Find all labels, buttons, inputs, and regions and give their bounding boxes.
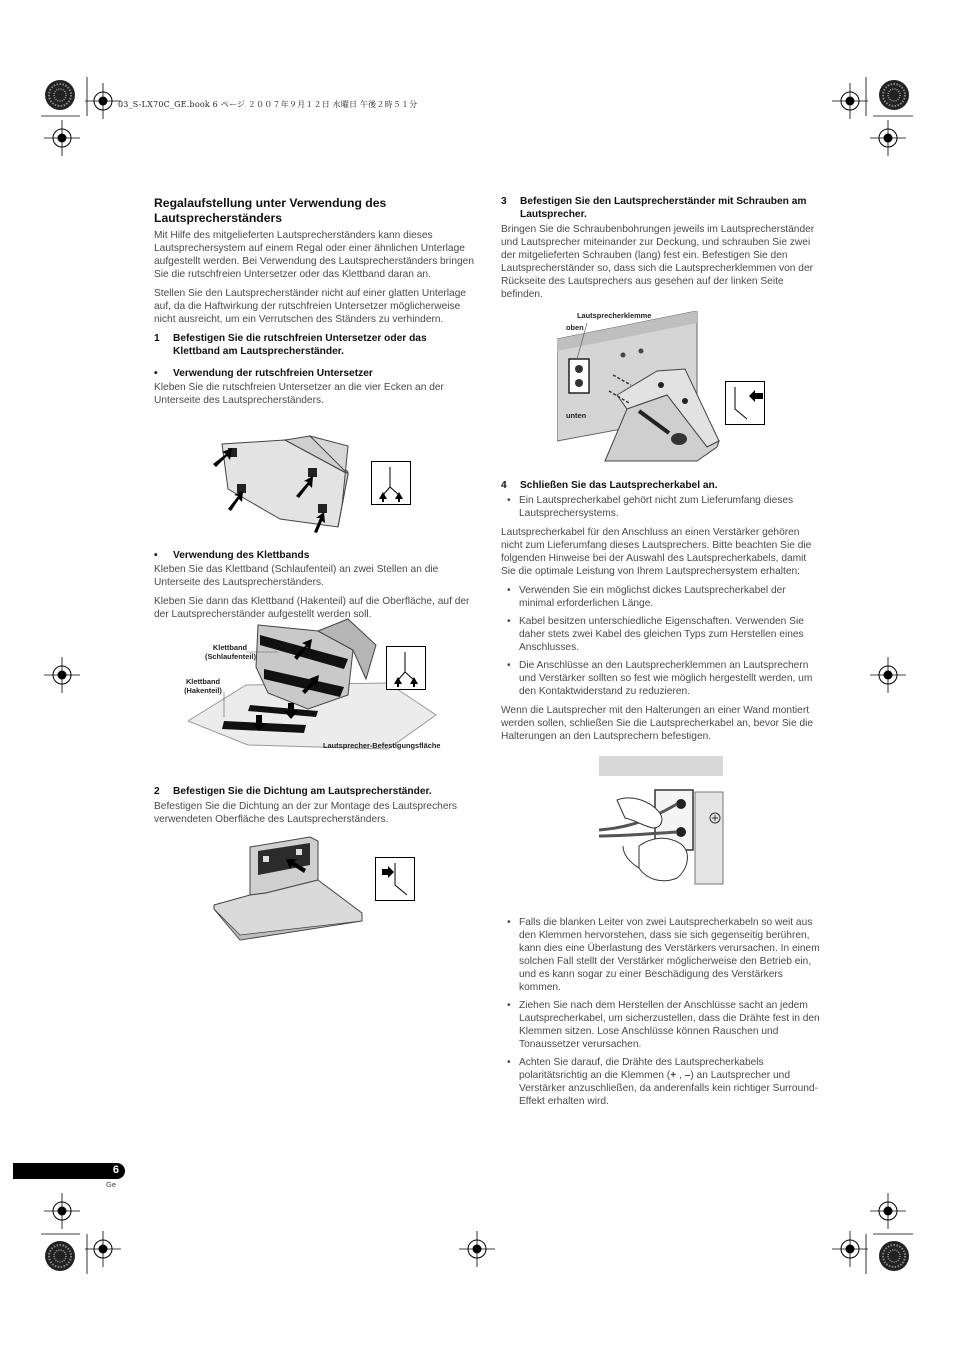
right-column-3: [501, 916, 821, 1114]
velcro-paragraph-2: Kleben Sie dann das Klettband (Hakenteil) auf die Oberfläche, auf der der Lautsprecherständer aufgestellt werden soll.: [154, 596, 470, 620]
step-text: Befestigen Sie die rutschfreien Untersetzer oder das Klettband am Lautsprecherständer.: [173, 333, 427, 357]
bullet: •: [507, 495, 511, 506]
section-title: Regalaufstellung unter Verwendung des Lautsprecherständers: [154, 196, 387, 225]
bullet: •: [154, 368, 158, 379]
step-text: Befestigen Sie die Dichtung am Lautsprecherständer.: [173, 786, 432, 797]
step-3-paragraph: Bringen Sie die Schraubenbohrungen jeweils im Lautsprecherständer und Lautsprecher miteinander zur Deckung, und schrauben Sie zwei der mitgelieferten Schrauben (lang) fest ein. Befestigen Sie den Lautsprecherständer so, dass sich die Lautsprecherklemmen von der Rückseite des Lautsprechers aus gesehen auf der linken Seite befinden.: [501, 224, 815, 300]
note-list: [501, 494, 821, 520]
label-line: (Schlaufenteil): [205, 652, 256, 661]
list-item-text: Falls die blanken Leiter von zwei Lautsprecherkabeln so weit aus den Klemmen hervorstehen, dass sie sich gegenseitig berühren, kann dies eine Überlastung des Verstärkers verursachen. In einem solchen Fall stellt der Verstärker möglicherweise den Betrieb ein, und es kann sogar zu einer Beschädigung des Verstärkers kommen.: [519, 917, 820, 993]
list-item: [501, 1056, 821, 1108]
bullet: •: [507, 1057, 511, 1068]
warnings-list: [501, 916, 821, 1108]
figure-velcro: [188, 617, 468, 757]
bullet: •: [507, 585, 511, 596]
separator: ,: [676, 1070, 685, 1081]
bullet: •: [507, 616, 511, 627]
text-after: ) an Lautsprecher und Verstärker anzuschließen, da anderenfalls kein richtiger Surround-Effekt erhalten wird.: [519, 1070, 818, 1107]
label-mounting-surface: Lautsprecher-Befestigungsfläche: [323, 741, 441, 750]
figure-screws: [557, 311, 721, 469]
figure-cable-connection: [599, 756, 725, 886]
figure-screws-icon: [725, 381, 765, 425]
list-item: [501, 615, 821, 654]
step-number: 2: [154, 786, 160, 797]
pads-paragraph: Kleben Sie die rutschfreien Untersetzer an die vier Ecken an der Unterseite des Lautsprecherständers.: [154, 382, 444, 406]
sub-heading-pads: [154, 367, 476, 380]
plus-symbol: +: [670, 1070, 677, 1081]
figure-gasket: [210, 835, 370, 945]
right-column: [501, 195, 821, 307]
list-item: [501, 584, 821, 610]
figure-gasket-icon: [375, 857, 415, 901]
label-velcro-hook: [178, 677, 228, 695]
list-item: [501, 659, 821, 698]
language-code: Ge: [106, 1180, 117, 1189]
step-text: Schließen Sie das Lautsprecherkabel an.: [520, 480, 718, 491]
step-1-heading: [154, 332, 476, 358]
step-number: 4: [501, 480, 507, 491]
step-number: 1: [154, 333, 160, 344]
label-line: (Hakenteil): [184, 686, 222, 695]
file-info-header: 03_S-LX70C_GE.book 6 ページ ２００７年９月１２日 水曜日 午後２時５１分: [118, 100, 418, 109]
list-item-text: Kabel besitzen unterschiedliche Eigenschaften. Verwenden Sie daher stets zwei Kabel des gleichen Typs zum Herstellen eines Anschlusses.: [519, 616, 804, 653]
intro-paragraph-2: Stellen Sie den Lautsprecherständer nicht auf einer glatten Unterlage auf, da die Haftwirkung der rutschfreien Untersetzer möglicherweise nicht ausreicht, um ein Verrutschen des Ständers zu verhindern.: [154, 288, 467, 325]
step-number: 3: [501, 196, 507, 207]
page-number: 6: [112, 1164, 119, 1176]
list-item-text: [519, 1056, 821, 1108]
label-bottom: unten: [566, 411, 587, 420]
left-column-3: [154, 779, 476, 832]
step-4-heading: [501, 479, 821, 492]
page-number-tab: [13, 1163, 125, 1179]
label-speaker-terminal: Lautsprecherklemme: [577, 311, 652, 320]
list-item-text: Verwenden Sie ein möglichst dickes Lautsprecherkabel der minimal erforderlichen Länge.: [519, 585, 786, 609]
cable-paragraph: Lautsprecherkabel für den Anschluss an einen Verstärker gehören nicht zum Lieferumfang dieses Lautsprechers. Bitte beachten Sie die folgenden Hinweise bei der Auswahl des Lautsprecherkabels, damit Sie die optimale Leistung von Ihrem Lautsprechersystem erhalten:: [501, 527, 812, 577]
list-item-text: Ein Lautsprecherkabel gehört nicht zum Lieferumfang dieses Lautsprechersystems.: [519, 495, 794, 519]
list-item-text: Ziehen Sie nach dem Herstellen der Anschlüsse sacht an jedem Lautsprecherkabel, um sicherzustellen, dass die Drähte fest in den Klemmen sitzen. Lose Anschlüsse können Rauschen und Tonaussetzer verursachen.: [519, 1000, 820, 1050]
step-2-heading: [154, 785, 476, 798]
velcro-paragraph-1: Kleben Sie das Klettband (Schlaufenteil) an zwei Stellen an die Unterseite des Lautsprecherständers.: [154, 564, 439, 588]
intro-paragraph-1: Mit Hilfe des mitgelieferten Lautsprecherständers kann dieses Lautsprechersystem auf einem Regal oder einer ähnlichen Unterlage aufgestellt werden. Bei Verwendung des Lautsprecherständers bringen Sie die rutschfreien Untersetzer oder das Klettband daran an.: [154, 230, 474, 280]
step-3-heading: [501, 195, 821, 221]
figure-stand-pads-icon: [371, 461, 411, 505]
list-item: [501, 999, 821, 1051]
sub-heading-velcro: [154, 549, 476, 562]
label-top: oben: [566, 323, 584, 332]
list-item: [501, 494, 821, 520]
left-column: [154, 196, 476, 413]
minus-symbol: –: [684, 1070, 691, 1081]
step-2-paragraph: Befestigen Sie die Dichtung an der zur Montage des Lautsprechers verwendeten Oberfläche des Lautsprecherständers.: [154, 801, 457, 825]
label-line: Klettband: [212, 643, 247, 652]
bullet: •: [507, 1000, 511, 1011]
label-line: Klettband: [185, 677, 221, 686]
left-column-2: [154, 543, 476, 627]
sub-heading-text: Verwendung der rutschfreien Untersetzer: [173, 368, 373, 379]
bullet: •: [154, 550, 158, 561]
step-text: Befestigen Sie den Lautsprecherständer mit Schrauben am Lautsprecher.: [520, 196, 807, 220]
list-item-text: Die Anschlüsse an den Lautsprecherklemmen an Lautsprechern und Verstärker sollten so fest wie möglich hergestellt werden, um den Kontaktwiderstand zu reduzieren.: [519, 660, 813, 697]
bullet: •: [507, 917, 511, 928]
text-before: Achten Sie darauf, die Drähte des Lautsprecherkabels polaritätsrichtig an die Klemmen (: [519, 1057, 764, 1081]
cable-tips-list: [501, 584, 821, 698]
right-column-2: [501, 479, 821, 749]
label-velcro-loop: [205, 643, 256, 661]
wall-mount-paragraph: Wenn die Lautsprecher mit den Halterungen an einer Wand montiert werden sollen, schließen Sie die Lautsprecherkabel an, bevor Sie die Halterungen an den Lautsprechern befestigen.: [501, 705, 814, 742]
bullet: •: [507, 660, 511, 671]
list-item: [501, 916, 821, 994]
sub-heading-text: Verwendung des Klettbands: [173, 550, 310, 561]
figure-velcro-icon: [386, 646, 426, 690]
